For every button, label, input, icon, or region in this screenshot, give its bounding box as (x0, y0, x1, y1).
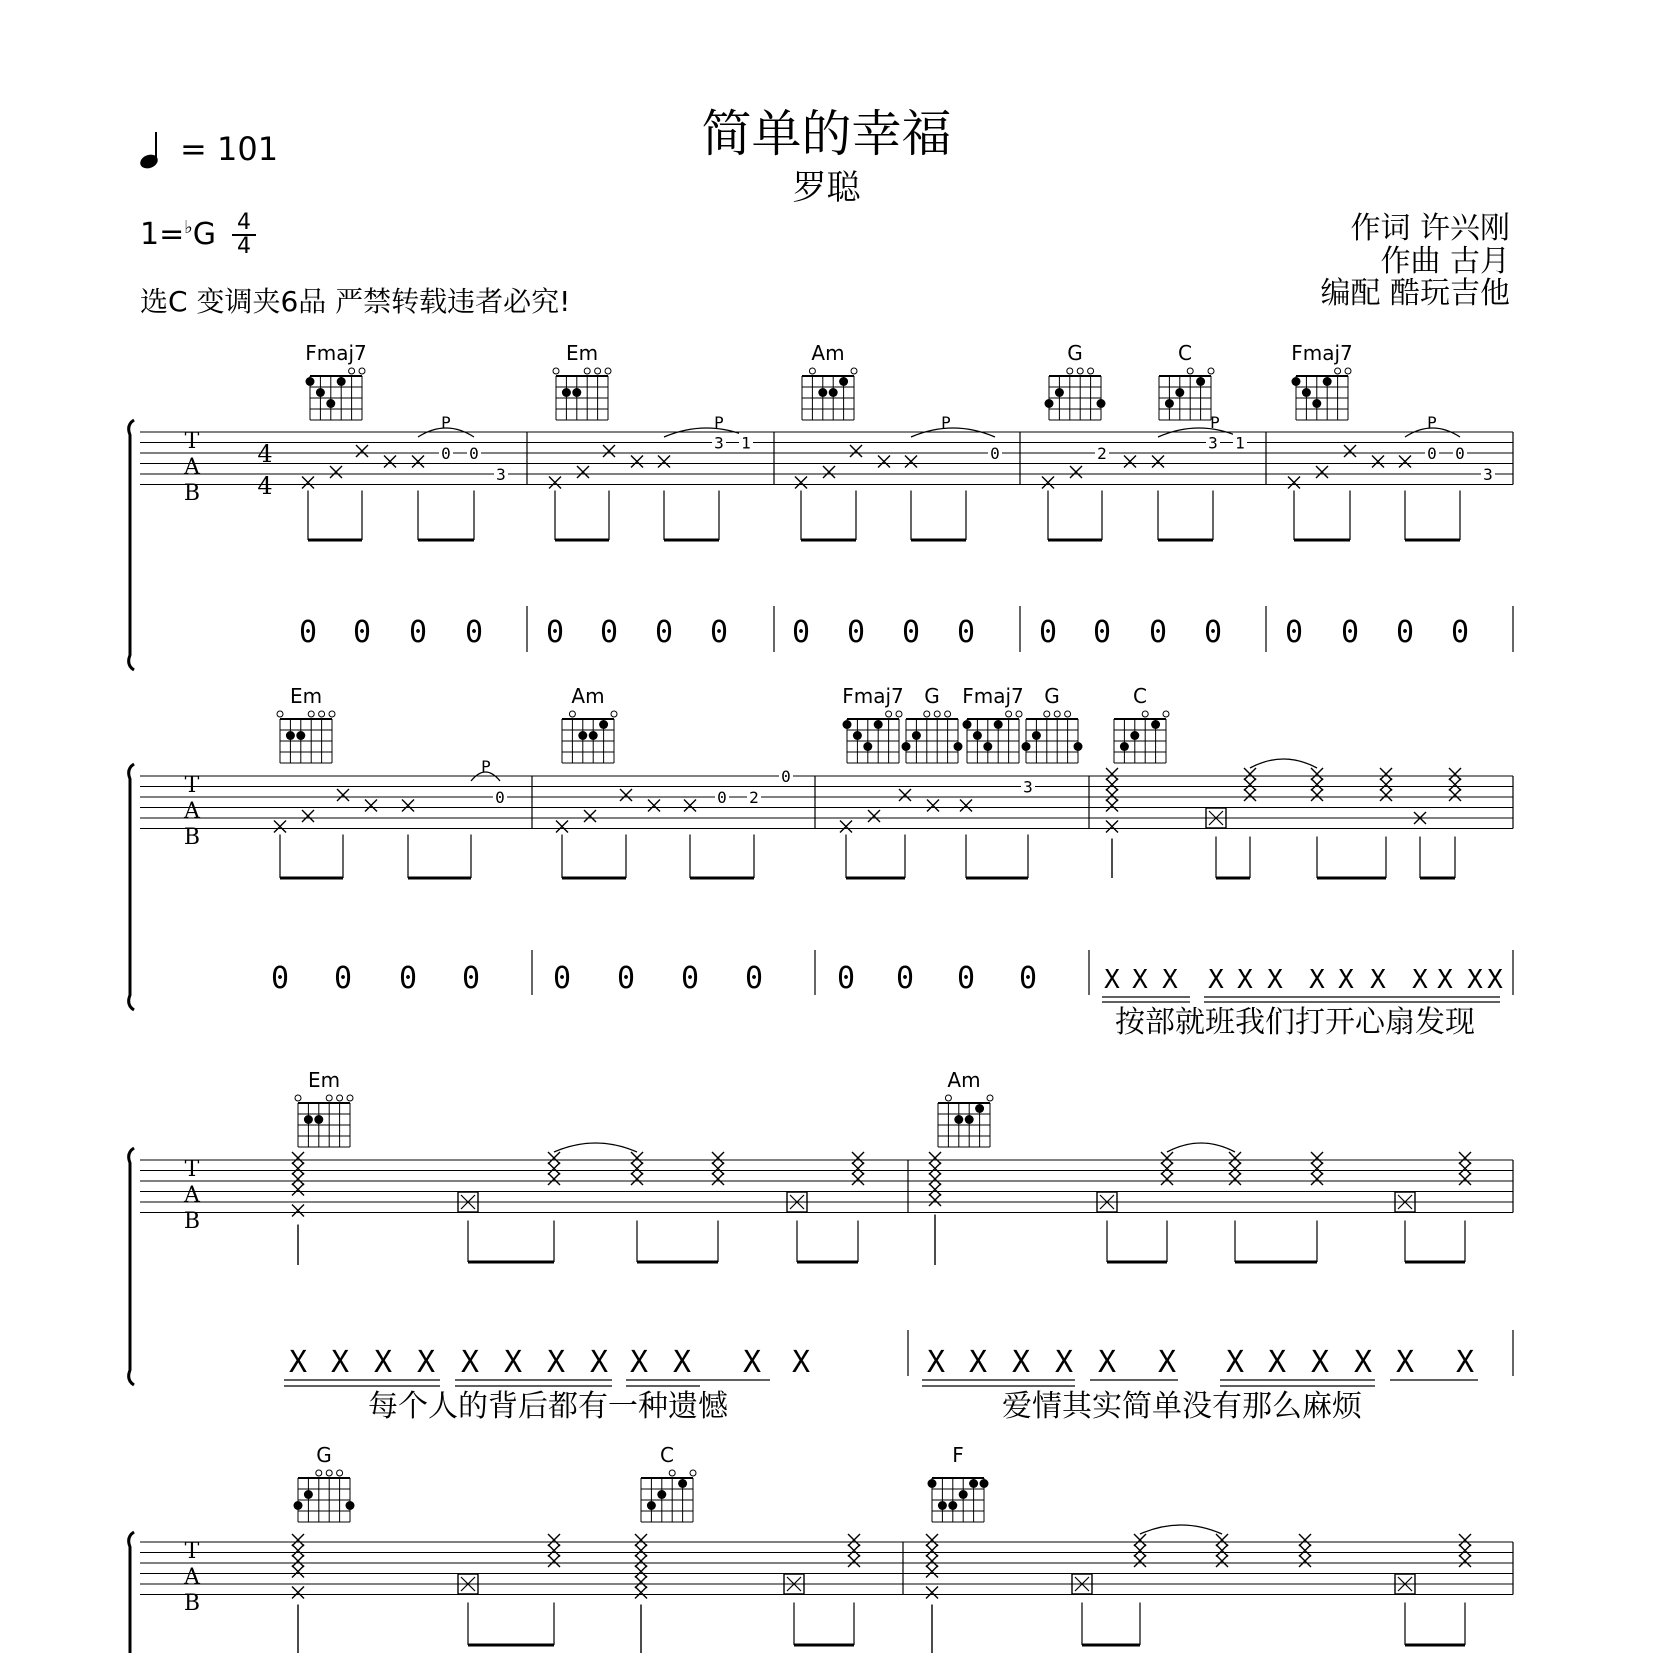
finger-dot (973, 731, 982, 740)
rhythm-note: X (330, 1345, 350, 1380)
rhythm-note: X (1467, 965, 1483, 995)
fret-number: 0 (1455, 444, 1465, 463)
rhythm-note: X (629, 1345, 649, 1380)
rhythm-note: 0 (709, 615, 729, 650)
fret-number: 1 (1235, 433, 1245, 453)
open-string-marker (896, 711, 902, 717)
open-string-marker (809, 368, 815, 374)
system-bracket (129, 1532, 134, 1653)
fret-number: 0 (1427, 444, 1437, 463)
chord-name: Em (565, 341, 599, 365)
open-string-marker (1163, 711, 1169, 717)
rhythm-note: 0 (901, 615, 921, 650)
rhythm-note: 0 (1038, 615, 1058, 650)
open-string-marker (326, 1470, 332, 1476)
fret-number: 2 (1097, 444, 1107, 463)
rhythm-note: X (791, 1345, 811, 1380)
rhythm-note: 0 (654, 615, 674, 650)
fret-number: 3 (714, 433, 724, 453)
open-string-marker (945, 711, 951, 717)
rhythm-note: 0 (1148, 615, 1168, 650)
fret-number: 3 (1208, 433, 1218, 453)
chord-name: C (1178, 341, 1192, 365)
rhythm-note: X (1487, 965, 1503, 995)
open-string-marker (1054, 711, 1060, 717)
finger-dot (1323, 377, 1332, 386)
finger-dot (874, 720, 883, 729)
finger-dot (326, 399, 335, 408)
finger-dot (863, 742, 872, 751)
finger-dot (954, 1115, 963, 1124)
open-string-marker (669, 1470, 675, 1476)
open-string-marker (945, 1095, 951, 1101)
finger-dot (1074, 742, 1083, 751)
chord-name: Fmaj7 (305, 341, 367, 365)
finger-dot (853, 731, 862, 740)
rhythm-note: X (672, 1345, 692, 1380)
rhythm-note: X (1412, 965, 1428, 995)
open-string-marker (337, 1095, 343, 1101)
open-string-marker (347, 1095, 353, 1101)
rhythm-note: 0 (333, 961, 353, 996)
rhythm-note: 0 (352, 615, 372, 650)
fret-number: 3 (1483, 465, 1493, 484)
tab-timesig: 4 (257, 472, 273, 500)
fret-number: 0 (717, 788, 727, 807)
chord-name: Fmaj7 (1291, 341, 1353, 365)
fret-number: 1 (741, 433, 751, 453)
rhythm-note: 0 (846, 615, 866, 650)
finger-dot (1120, 742, 1129, 751)
open-string-marker (1142, 711, 1148, 717)
finger-dot (304, 1490, 313, 1499)
fret-number: 0 (441, 444, 451, 463)
open-string-marker (605, 368, 611, 374)
rhythm-note: X (589, 1345, 609, 1380)
rhythm-note: X (1104, 965, 1120, 995)
composer: 作曲 古月 (1380, 244, 1510, 279)
open-string-marker (1208, 368, 1214, 374)
rhythm-note: 0 (680, 961, 700, 996)
fret-number: 0 (990, 444, 1000, 463)
finger-dot (902, 742, 911, 751)
chord-name: Fmaj7 (842, 684, 904, 708)
finger-dot (1292, 377, 1301, 386)
rhythm-note: X (1338, 965, 1354, 995)
open-string-marker (1077, 368, 1083, 374)
rhythm-note: 0 (1340, 615, 1360, 650)
finger-dot (1302, 388, 1311, 397)
finger-dot (965, 1115, 974, 1124)
rhythm-note: X (1011, 1345, 1031, 1380)
tab-clef-t: T (184, 1157, 200, 1182)
rhythm-note: X (1353, 1345, 1373, 1380)
tab-clef-b: B (183, 1591, 201, 1616)
open-string-marker (1065, 711, 1071, 717)
fret-number: 3 (1023, 777, 1033, 797)
rhythm-note: X (546, 1345, 566, 1380)
rhythm-note: X (1309, 965, 1325, 995)
finger-dot (589, 731, 598, 740)
rhythm-note: 0 (956, 615, 976, 650)
open-string-marker (1044, 711, 1050, 717)
open-string-marker (934, 711, 940, 717)
open-string-marker (295, 1095, 301, 1101)
lyric-line: 按部就班我们打开心扇发现 (1115, 1005, 1475, 1040)
finger-dot (983, 742, 992, 751)
chord-name: C (660, 1443, 674, 1467)
open-string-marker (553, 368, 559, 374)
rhythm-note: X (1267, 1345, 1287, 1380)
chord-name: Am (811, 341, 845, 365)
finger-dot (316, 388, 325, 397)
rhythm-note: 0 (895, 961, 915, 996)
open-string-marker (987, 1095, 993, 1101)
song-title: 简单的幸福 (701, 105, 952, 163)
key-signature: 1=♭G (140, 217, 216, 252)
system-bracket (129, 1148, 134, 1385)
rhythm-note: 0 (298, 615, 318, 650)
slur (1167, 1143, 1235, 1152)
finger-dot (578, 731, 587, 740)
tab-clef-b: B (183, 481, 201, 506)
system-bracket (129, 764, 134, 1010)
tab-clef-t: T (184, 429, 200, 454)
chord-name: Am (571, 684, 605, 708)
open-string-marker (329, 711, 335, 717)
finger-dot (678, 1479, 687, 1488)
finger-dot (928, 1479, 937, 1488)
tab-clef-a: A (184, 1565, 200, 1590)
rhythm-note: X (1054, 1345, 1074, 1380)
fret-number: 3 (496, 465, 506, 484)
rhythm-note: 0 (599, 615, 619, 650)
chord-name: G (316, 1443, 332, 1467)
rhythm-note: 0 (791, 615, 811, 650)
finger-dot (969, 1479, 978, 1488)
rhythm-note: 0 (270, 961, 290, 996)
fret-number: 0 (469, 444, 479, 463)
rhythm-note: X (373, 1345, 393, 1380)
tab-clef-a: A (184, 1183, 200, 1208)
fret-number: 0 (781, 767, 791, 786)
finger-dot (818, 388, 827, 397)
finger-dot (572, 388, 581, 397)
open-string-marker (349, 368, 355, 374)
pull-off-label: P (1427, 413, 1437, 432)
rhythm-note: X (926, 1345, 946, 1380)
rhythm-note: 0 (408, 615, 428, 650)
finger-dot (1032, 731, 1041, 740)
finger-dot (346, 1501, 355, 1510)
flat-icon: ♭ (184, 217, 193, 238)
lyric-line: 爱情其实简单没有那么麻烦 (1002, 1389, 1362, 1424)
open-string-marker (308, 711, 314, 717)
finger-dot (304, 1115, 313, 1124)
rhythm-note: X (1097, 1345, 1117, 1380)
finger-dot (286, 731, 295, 740)
chord-name: Em (289, 684, 323, 708)
slur (554, 1143, 637, 1152)
system-bracket (129, 420, 134, 670)
finger-dot (1312, 399, 1321, 408)
slur (1140, 1525, 1222, 1534)
chord-name: Am (947, 1068, 981, 1092)
finger-dot (975, 1104, 984, 1113)
finger-dot (647, 1501, 656, 1510)
finger-dot (1175, 388, 1184, 397)
rhythm-note: 0 (1018, 961, 1038, 996)
open-string-marker (1345, 368, 1351, 374)
rhythm-note: 0 (744, 961, 764, 996)
finger-dot (337, 377, 346, 386)
finger-dot (994, 720, 1003, 729)
open-string-marker (690, 1470, 696, 1476)
rhythm-note: X (1310, 1345, 1330, 1380)
open-string-marker (1016, 711, 1022, 717)
arranger: 编配 酷玩吉他 (1320, 276, 1510, 311)
rhythm-note: X (1208, 965, 1224, 995)
rhythm-note: 0 (552, 961, 572, 996)
open-string-marker (886, 711, 892, 717)
finger-dot (314, 1115, 323, 1124)
tab-clef-a: A (184, 799, 200, 824)
rhythm-note: X (1455, 1345, 1475, 1380)
finger-dot (1165, 399, 1174, 408)
open-string-marker (595, 368, 601, 374)
rhythm-note: X (1267, 965, 1283, 995)
open-string-marker (1088, 368, 1094, 374)
finger-dot (938, 1501, 947, 1510)
slur (1250, 759, 1317, 768)
tab-clef-t: T (184, 1539, 200, 1564)
time-signature: 4 4 (232, 212, 256, 258)
open-string-marker (319, 711, 325, 717)
finger-dot (562, 388, 571, 397)
song-artist: 罗聪 (792, 168, 861, 208)
pull-off-label: P (1210, 413, 1220, 432)
rhythm-note: 0 (616, 961, 636, 996)
rhythm-note: X (503, 1345, 523, 1380)
fret-number: 2 (749, 788, 759, 807)
rhythm-note: X (1225, 1345, 1245, 1380)
finger-dot (1097, 399, 1106, 408)
finger-dot (954, 742, 963, 751)
finger-dot (657, 1490, 666, 1499)
rhythm-note: 0 (1092, 615, 1112, 650)
finger-dot (959, 1490, 968, 1499)
rhythm-note: X (288, 1345, 308, 1380)
rhythm-note: X (1132, 965, 1148, 995)
rhythm-note: 0 (956, 961, 976, 996)
open-string-marker (851, 368, 857, 374)
rhythm-note: 0 (461, 961, 481, 996)
rhythm-note: X (1370, 965, 1386, 995)
fret-number: 0 (495, 788, 505, 807)
rhythm-note: X (1157, 1345, 1177, 1380)
chord-name: C (1133, 684, 1147, 708)
rhythm-note: 0 (836, 961, 856, 996)
finger-dot (948, 1501, 957, 1510)
chord-name: F (952, 1443, 964, 1467)
chord-name: Fmaj7 (962, 684, 1024, 708)
open-string-marker (924, 711, 930, 717)
open-string-marker (326, 1095, 332, 1101)
rhythm-note: 0 (398, 961, 418, 996)
rhythm-note: 0 (464, 615, 484, 650)
open-string-marker (1335, 368, 1341, 374)
rhythm-note: X (1237, 965, 1253, 995)
pull-off-label: P (714, 413, 724, 432)
rhythm-note: 0 (1284, 615, 1304, 650)
lyricist: 作词 许兴刚 (1350, 211, 1510, 246)
open-string-marker (1067, 368, 1073, 374)
rhythm-note: X (1437, 965, 1453, 995)
pull-off-label: P (441, 413, 451, 432)
open-string-marker (611, 711, 617, 717)
finger-dot (599, 720, 608, 729)
finger-dot (963, 720, 972, 729)
rhythm-note: 0 (1450, 615, 1470, 650)
open-string-marker (277, 711, 283, 717)
chord-name: G (924, 684, 940, 708)
finger-dot (1055, 388, 1064, 397)
tab-clef-b: B (183, 1209, 201, 1234)
rhythm-note: X (1162, 965, 1178, 995)
rhythm-note: X (416, 1345, 436, 1380)
finger-dot (1151, 720, 1160, 729)
finger-dot (980, 1479, 989, 1488)
finger-dot (843, 720, 852, 729)
finger-dot (294, 1501, 303, 1510)
finger-dot (829, 388, 838, 397)
finger-dot (1022, 742, 1031, 751)
open-string-marker (1187, 368, 1193, 374)
finger-dot (306, 377, 315, 386)
tab-clef-b: B (183, 825, 201, 850)
finger-dot (912, 731, 921, 740)
rhythm-note: X (460, 1345, 480, 1380)
lyric-line: 每个人的背后都有一种遗憾 (368, 1389, 728, 1424)
finger-dot (1196, 377, 1205, 386)
rhythm-note: X (968, 1345, 988, 1380)
finger-dot (1130, 731, 1139, 740)
tab-timesig: 4 (257, 440, 273, 468)
finger-dot (296, 731, 305, 740)
tab-clef-a: A (184, 455, 200, 480)
tab-clef-t: T (184, 773, 200, 798)
rhythm-note: X (742, 1345, 762, 1380)
chord-name: G (1044, 684, 1060, 708)
chord-name: Em (307, 1068, 341, 1092)
pull-off-label: P (481, 757, 491, 776)
open-string-marker (1006, 711, 1012, 717)
rhythm-note: 0 (1395, 615, 1415, 650)
capo-note: 选C 变调夹6品 严禁转载违者必究! (140, 285, 571, 318)
finger-dot (839, 377, 848, 386)
open-string-marker (359, 368, 365, 374)
open-string-marker (569, 711, 575, 717)
rhythm-note: 0 (545, 615, 565, 650)
pull-off-label: P (941, 413, 951, 432)
finger-dot (1045, 399, 1054, 408)
open-string-marker (584, 368, 590, 374)
rhythm-note: X (1395, 1345, 1415, 1380)
chord-name: G (1067, 341, 1083, 365)
open-string-marker (316, 1470, 322, 1476)
rhythm-note: 0 (1203, 615, 1223, 650)
open-string-marker (337, 1470, 343, 1476)
tempo-value: = 101 (180, 130, 279, 168)
